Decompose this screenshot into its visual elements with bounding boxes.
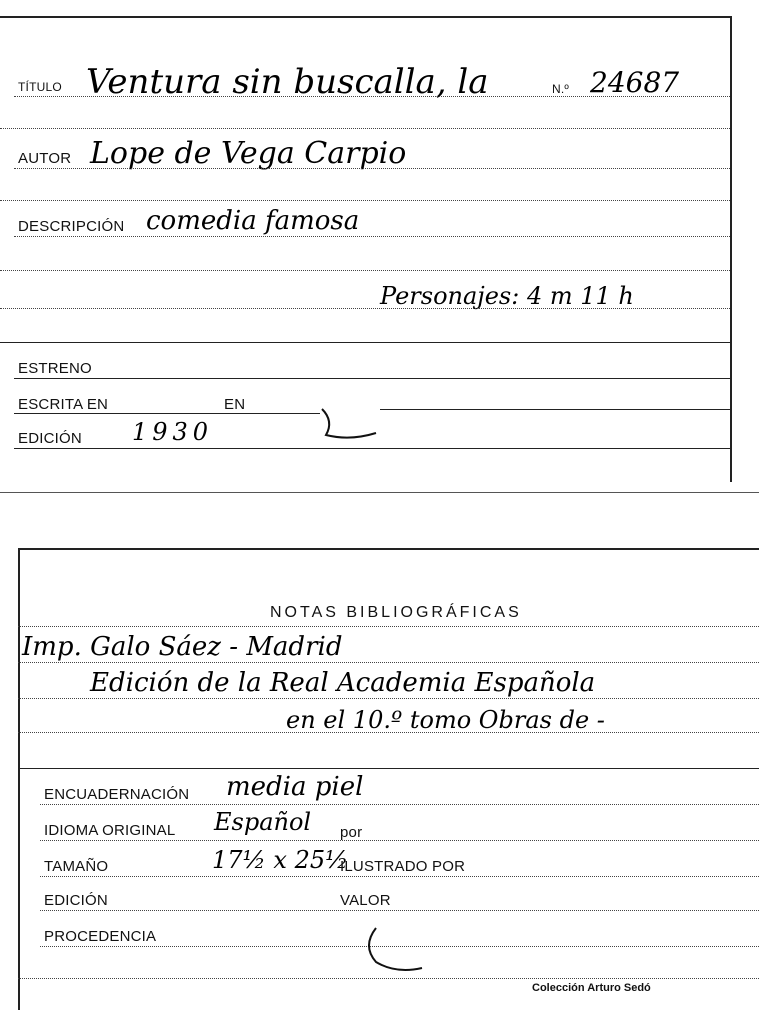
edicion-line bbox=[40, 910, 759, 911]
titulo-line bbox=[14, 96, 730, 97]
personajes-value: Personajes: 4 m 11 h bbox=[380, 282, 634, 310]
descripcion-label: DESCRIPCIÓN bbox=[18, 218, 125, 235]
note-line-2: Edición de la Real Academia Española bbox=[90, 668, 596, 698]
card-left-border bbox=[18, 548, 20, 1010]
titulo-value: Ventura sin buscalla, la bbox=[86, 62, 489, 102]
encuadernacion-value: media piel bbox=[226, 772, 364, 802]
autor-line bbox=[14, 168, 730, 169]
rule-line bbox=[18, 698, 759, 699]
escrita-line bbox=[14, 413, 320, 414]
idioma-line bbox=[40, 840, 759, 841]
idioma-label: IDIOMA ORIGINAL bbox=[44, 822, 176, 839]
catalog-card-bottom bbox=[0, 540, 759, 1028]
por-label: por bbox=[340, 824, 363, 841]
notas-heading: NOTAS BIBLIOGRÁFICAS bbox=[270, 604, 522, 621]
card-top-border bbox=[0, 16, 732, 18]
note-line-3: en el 10.º tomo Obras de - bbox=[286, 706, 605, 734]
descripcion-value: comedia famosa bbox=[146, 206, 360, 236]
procedencia-label: PROCEDENCIA bbox=[44, 928, 157, 945]
descripcion-line bbox=[14, 236, 730, 237]
autor-value: Lope de Vega Carpio bbox=[90, 136, 407, 171]
rule-line bbox=[18, 768, 759, 769]
rule-line bbox=[0, 200, 730, 201]
encuadernacion-label: ENCUADERNACIÓN bbox=[44, 786, 190, 803]
titulo-label: TÍTULO bbox=[18, 80, 62, 94]
tamano-value: 17½ x 25½ bbox=[212, 846, 349, 874]
collection-footer: Colección Arturo Sedó bbox=[532, 982, 651, 994]
rule-line bbox=[18, 662, 759, 663]
edicion-label: EDICIÓN bbox=[18, 430, 82, 447]
card-right-border bbox=[730, 16, 732, 482]
escrita-en-label: ESCRITA EN bbox=[18, 396, 109, 413]
card-separator bbox=[0, 492, 759, 493]
rule-line bbox=[0, 342, 730, 343]
edicion-label: EDICIÓN bbox=[44, 892, 108, 909]
numero-value: 24687 bbox=[590, 66, 680, 99]
autor-label: AUTOR bbox=[18, 150, 72, 167]
rule-line bbox=[0, 128, 730, 129]
card-top-border bbox=[18, 548, 759, 550]
idioma-value: Español bbox=[214, 808, 312, 836]
stamp-mark bbox=[320, 405, 380, 445]
rule-line bbox=[18, 978, 759, 979]
ilustrado-label: ILUSTRADO POR bbox=[340, 858, 466, 875]
rule-line bbox=[18, 732, 759, 733]
edicion-line bbox=[14, 448, 730, 449]
tamano-line bbox=[40, 876, 759, 877]
valor-label: VALOR bbox=[340, 892, 391, 909]
stamp-mark bbox=[362, 926, 432, 976]
catalog-card-top bbox=[0, 0, 759, 492]
en-label: EN bbox=[224, 396, 246, 413]
estreno-line bbox=[14, 378, 730, 379]
escrita-line-right bbox=[380, 409, 730, 410]
edicion-value: 1930 bbox=[132, 418, 214, 446]
encuadernacion-line bbox=[40, 804, 759, 805]
numero-label: N.º bbox=[552, 82, 569, 96]
estreno-label: ESTRENO bbox=[18, 360, 92, 377]
rule-line bbox=[18, 626, 759, 627]
note-line-1: Imp. Galo Sáez - Madrid bbox=[22, 632, 343, 662]
rule-line bbox=[0, 270, 730, 271]
tamano-label: TAMAÑO bbox=[44, 858, 109, 875]
rule-line bbox=[0, 308, 730, 309]
